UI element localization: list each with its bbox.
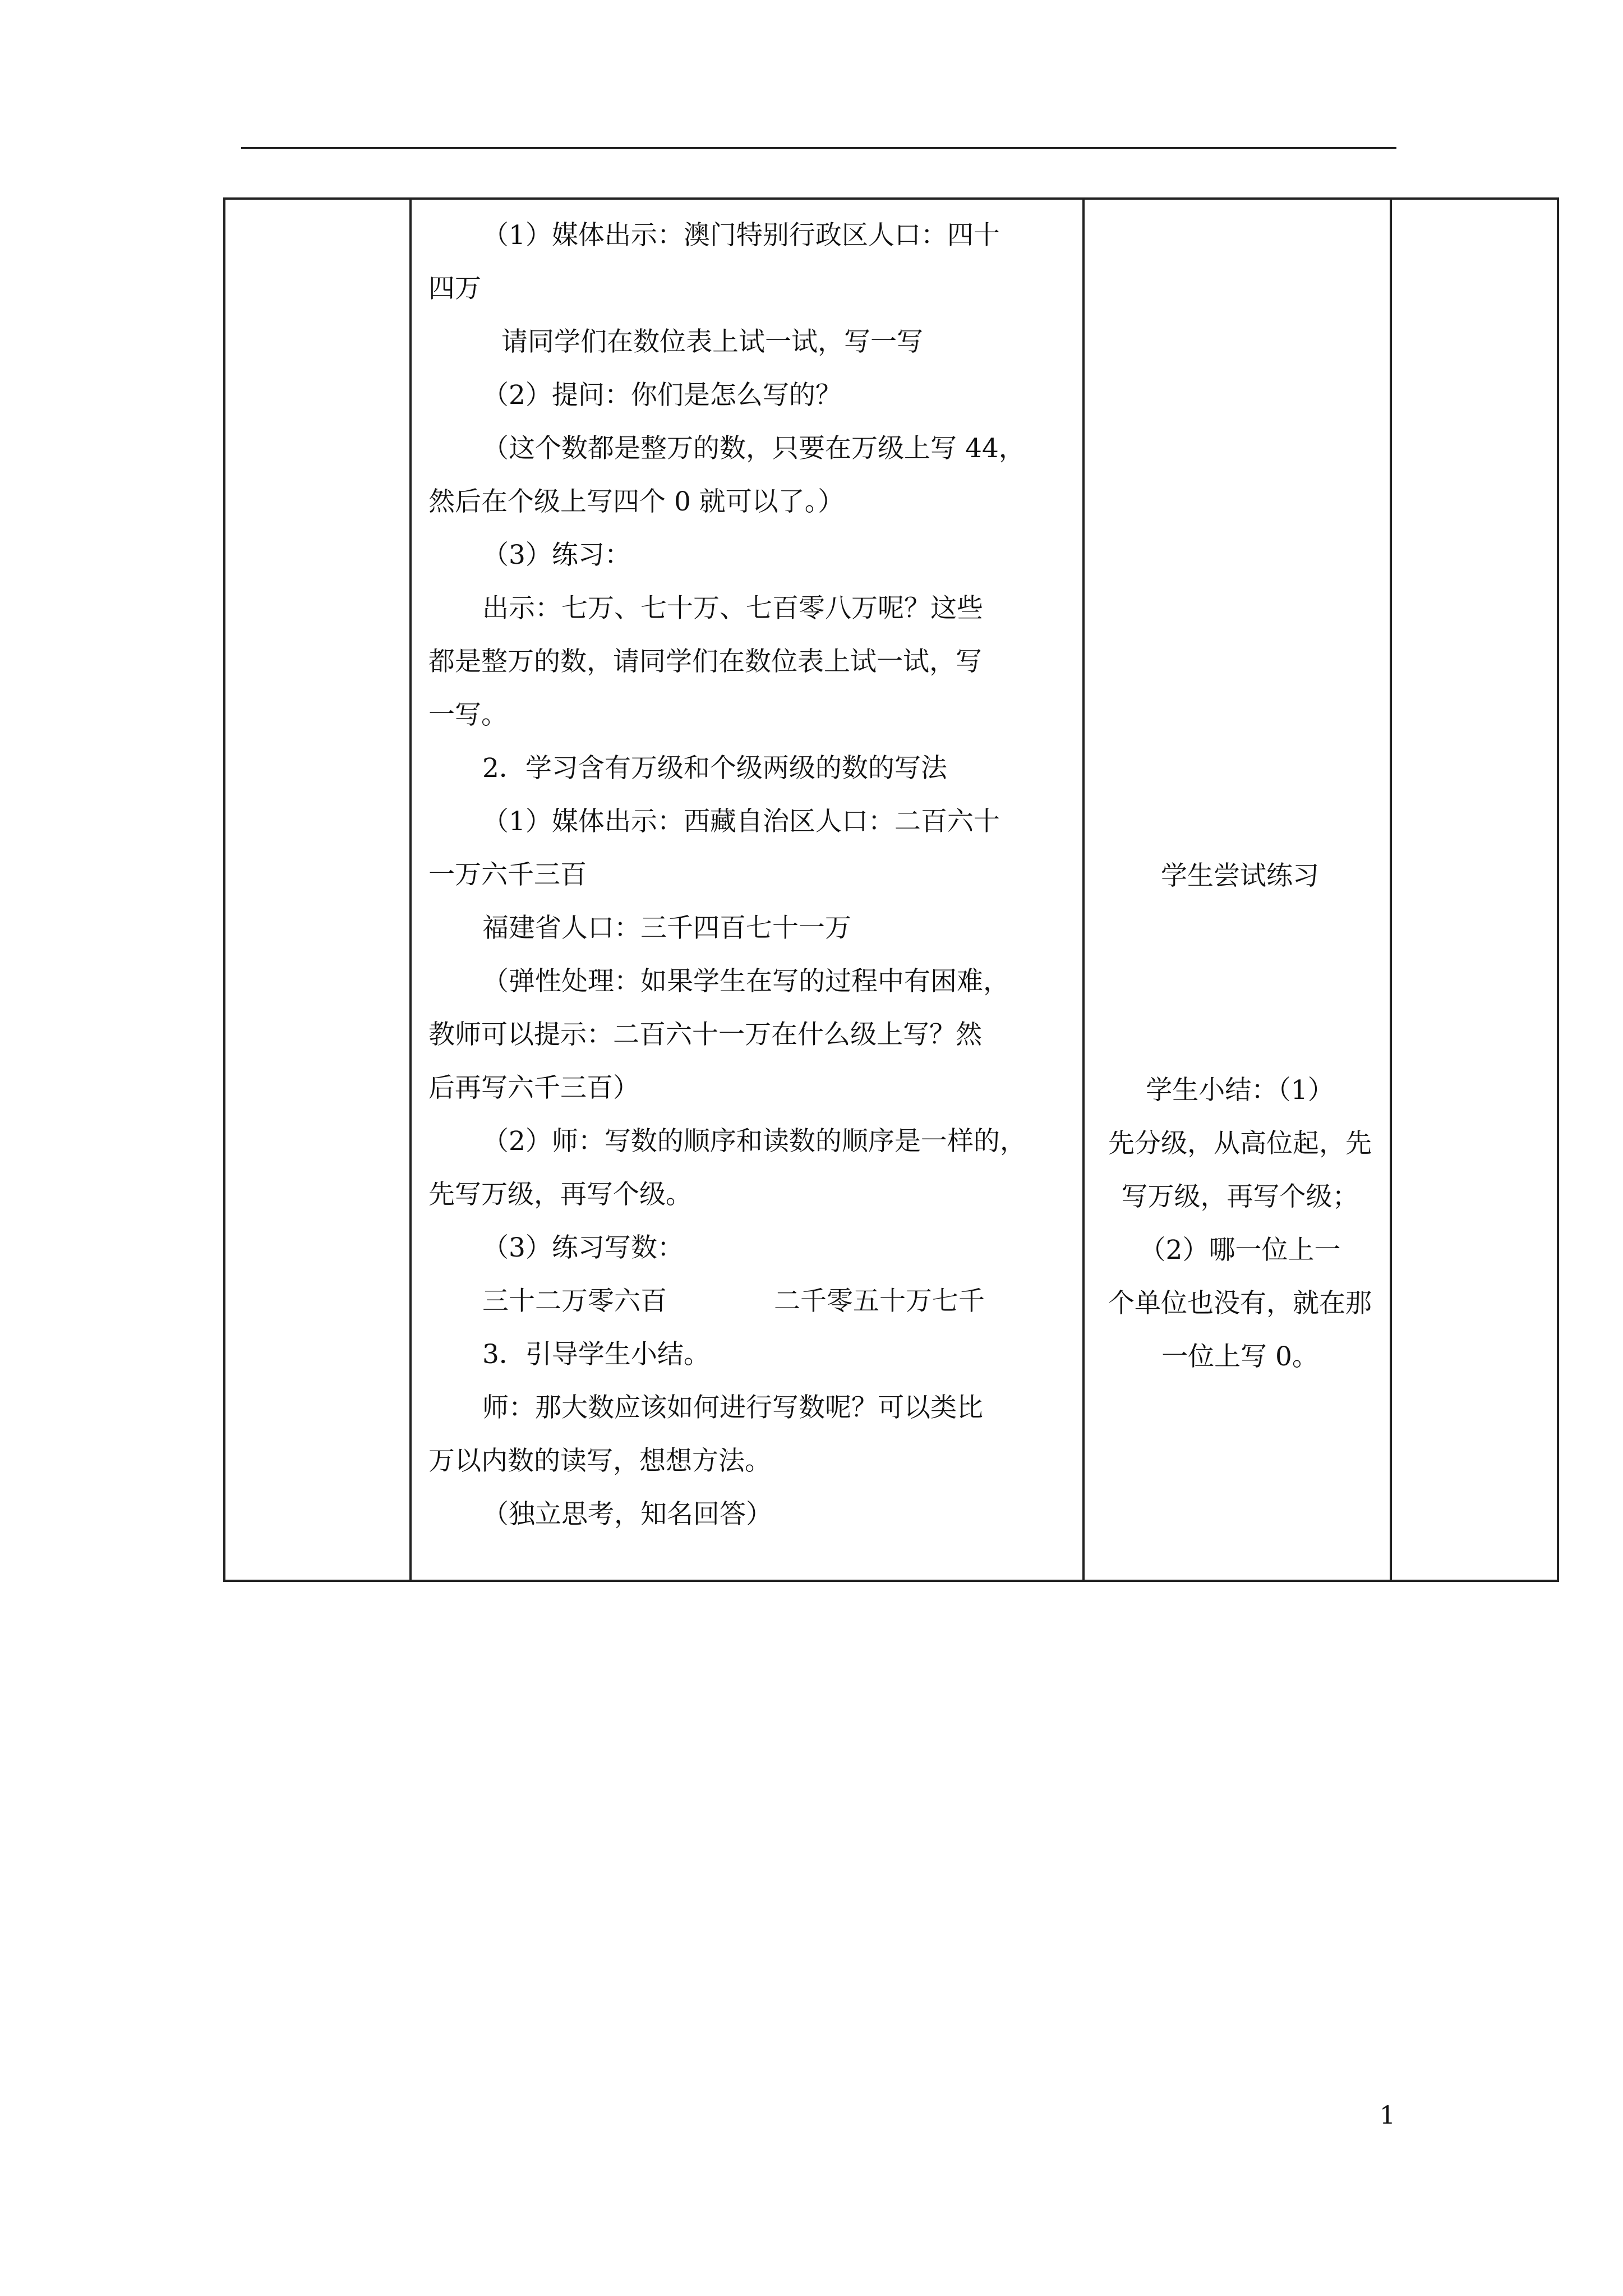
text-line: （独立思考，知名回答） [482,1499,772,1530]
teaching-process-cell [411,199,1083,1581]
text-line: （2）提问：你们是怎么写的？ [482,380,842,411]
blank-right-cell [1391,199,1558,1581]
summary-line: 先分级，从高位起，先 [1108,1128,1372,1159]
text-line: 先写万级，再写个级。 [428,1179,692,1210]
summary-line: （2）哪一位上一 [1139,1235,1341,1266]
text-line: （这个数都是整万的数，只要在万级上写 44， [482,433,1025,464]
text-line: 万以内数的读写，想想方法。 [428,1446,771,1476]
text-line: 后再写六千三百） [428,1073,639,1103]
page-number: 1 [1380,2101,1395,2130]
section-heading: 3．引导学生小结。 [482,1339,710,1370]
text-line: （3）练习： [482,540,631,570]
text-line: 师：那大数应该如何进行写数呢？可以类比 [482,1392,983,1423]
section-heading: 2．学习含有万级和个级两级的数的写法 [482,753,947,784]
table-row [224,199,1558,1581]
text-line: 都是整万的数，请同学们在数位表上试一试，写 [428,646,982,677]
summary-line: 学生小结：（1） [1146,1075,1334,1106]
blank-left-cell [224,199,411,1581]
text-line: 一万六千三百 [428,859,587,890]
summary-line: 个单位也没有，就在那 [1108,1288,1372,1319]
student-attempt-block [1098,849,1382,903]
student-attempt-text: 学生尝试练习 [1161,861,1319,891]
practice-number: 三十二万零六百 [482,1286,667,1317]
text-line: （弹性处理：如果学生在写的过程中有困难， [482,966,1009,997]
summary-line: 一位上写 0。 [1161,1341,1318,1372]
text-line: （2）师：写数的顺序和读数的顺序是一样的， [482,1126,1026,1157]
practice-numbers-row [428,1274,1068,1328]
student-activity-cell [1083,199,1391,1581]
text-line: 福建省人口：三千四百七十一万 [482,913,851,944]
text-line: 出示：七万、七十万、七百零八万呢？这些 [482,593,983,624]
text-line: （1）媒体出示：澳门特别行政区人口：四十 [482,220,1000,251]
text-line: 请同学们在数位表上试一试，写一写 [501,326,923,357]
text-line: 四万 [428,273,481,304]
student-summary-block [1098,1064,1382,1383]
text-line: 教师可以提示：二百六十一万在什么级上写？然 [428,1019,982,1050]
text-line: （1）媒体出示：西藏自治区人口：二百六十 [482,806,1000,837]
practice-number: 二千零五十万七千 [774,1286,985,1317]
summary-line: 写万级，再写个级； [1121,1181,1359,1212]
text-line: 一写。 [428,700,508,730]
lesson-table [223,197,1559,1582]
text-line: （3）练习写数： [482,1232,684,1263]
header-rule [241,147,1396,149]
text-line: 然后在个级上写四个 0 就可以了。） [428,486,845,517]
